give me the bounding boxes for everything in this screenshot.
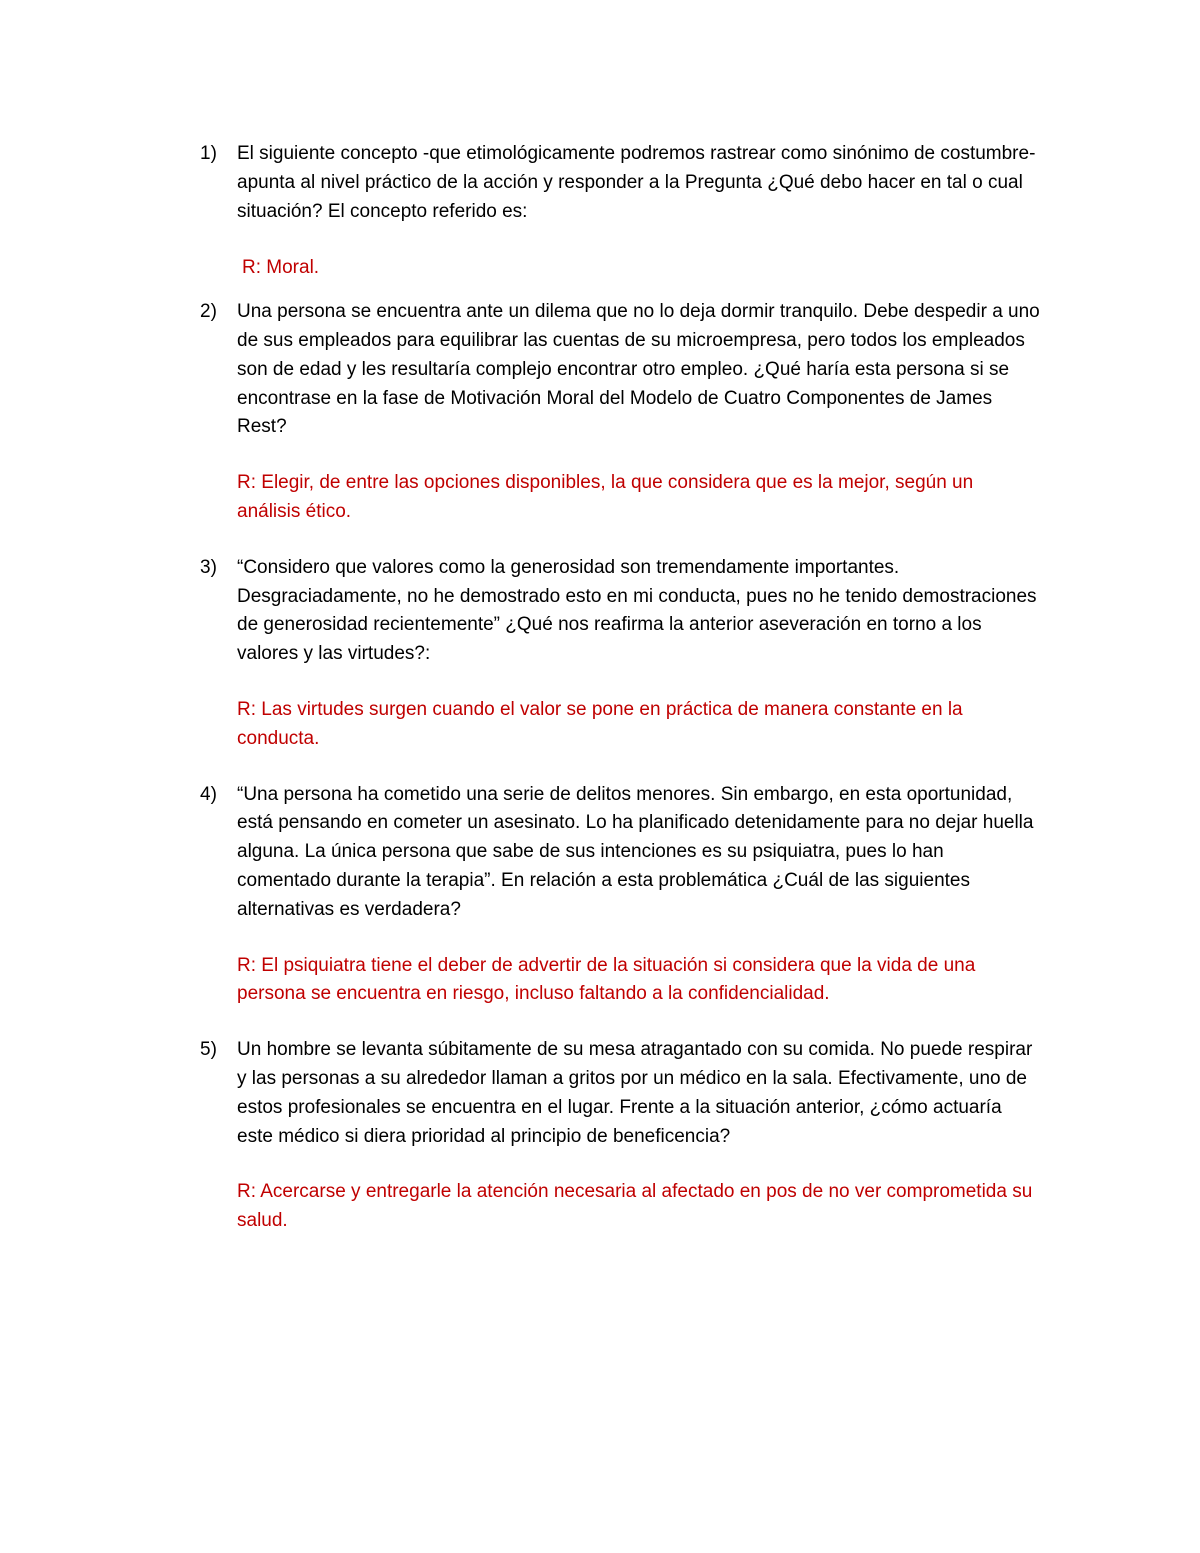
question-number: 2)	[200, 301, 217, 323]
question-item-2	[200, 298, 1040, 527]
question-text: Un hombre se levanta súbitamente de su mesa atragantado con su comida. No puede respirar y las personas a su alrededor llaman a gritos por un médico en la sala. Efectivamente, uno de estos profesionales se encuentra en el lugar. Frente a la situación anterior, ¿cómo actuaría este médico si diera prioridad al principio de beneficencia?	[237, 1039, 1033, 1147]
question-number: 4)	[200, 783, 217, 805]
answer-text: R: Moral.	[242, 257, 320, 279]
question-text: El siguiente concepto -que etimológicamente podremos rastrear como sinónimo de costumbre- apunta al nivel práctico de la acción y responder a la Pregunta ¿Qué debo hacer en tal o cual situación? El concepto referido es:	[237, 143, 1036, 222]
answer-text: R: Elegir, de entre las opciones disponibles, la que considera que es la mejor, según un análisis ético.	[237, 472, 974, 522]
question-item-4	[200, 781, 1040, 1010]
question-number: 3)	[200, 556, 217, 578]
question-text: Una persona se encuentra ante un dilema que no lo deja dormir tranquilo. Debe despedir a uno de sus empleados para equilibrar las cuentas de su microempresa, pero todos los empleados son de edad y les resultaría complejo encontrar otro empleo. ¿Qué haría esta persona si se encontrase en la fase de Motivación Moral del Modelo de Cuatro Componentes de James Rest?	[237, 301, 1040, 438]
question-text: “Una persona ha cometido una serie de delitos menores. Sin embargo, en esta oportunidad, está pensando en cometer un asesinato. Lo ha planificado detenidamente para no dejar huella alguna. La única persona que sabe de sus intenciones es su psiquiatra, pues lo han comentado durante la terapia”. En relación a esta problemática ¿Cuál de las siguientes alternativas es verdadera?	[237, 783, 1034, 920]
question-text: “Considero que valores como la generosidad son tremendamente importantes. Desgraciadamente, no he demostrado esto en mi conducta, pues no he tenido demostraciones de generosidad recientemente” ¿Qué nos reafirma la anterior aseveración en torno a los valores y las virtudes?:	[237, 556, 1037, 665]
question-number: 1)	[200, 143, 217, 164]
question-list	[200, 140, 1040, 1236]
question-item-3	[200, 554, 1040, 754]
question-item-5	[200, 1036, 1040, 1236]
answer-text: R: Las virtudes surgen cuando el valor se pone en práctica de manera constante en la conducta.	[237, 698, 963, 749]
answer-text: R: El psiquiatra tiene el deber de advertir de la situación si considera que la vida de una persona se encuentra en riesgo, incluso faltando a la confidencialidad.	[237, 954, 976, 1005]
question-item-1	[200, 140, 1040, 283]
answer-text: R: Acercarse y entregarle la atención necesaria al afectado en pos de no ver comprometida su salud.	[237, 1181, 1033, 1232]
question-number: 5)	[200, 1039, 217, 1061]
